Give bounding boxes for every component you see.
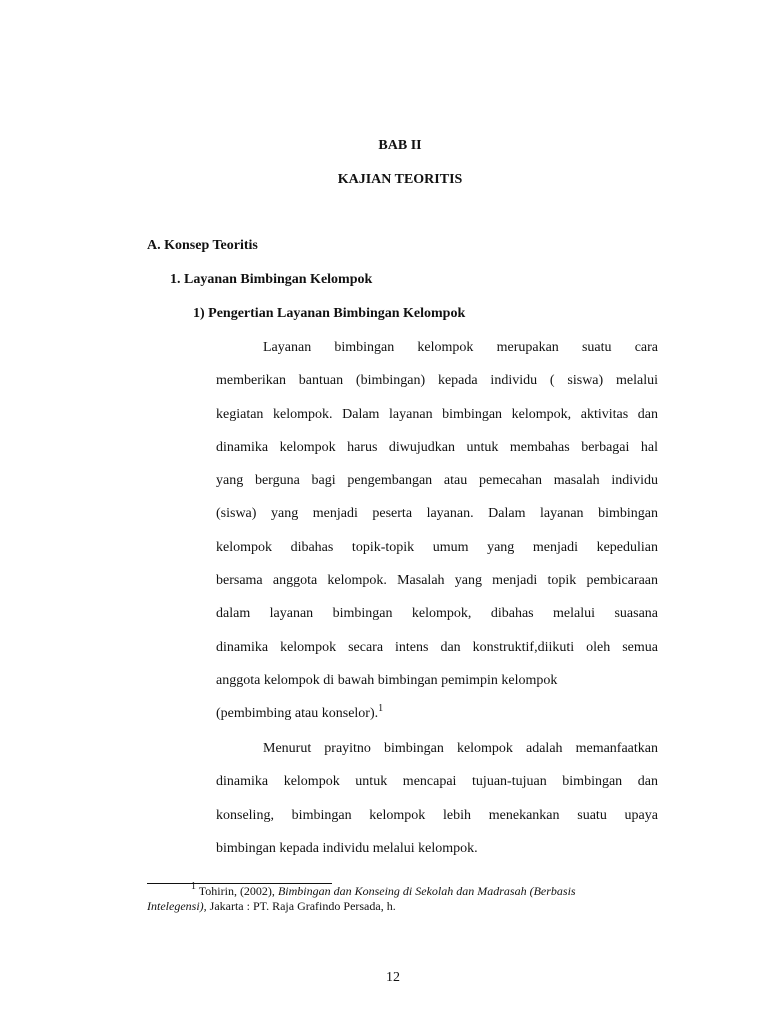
footnote-author: Tohirin, (2002), — [196, 884, 278, 898]
paragraph-line: dinamika kelompok harus diwujudkan untuk membahas berbagai hal — [216, 439, 658, 455]
page-number: 12 — [386, 970, 400, 985]
footnote-reference: 1 — [378, 703, 384, 715]
paragraph-2 — [216, 732, 658, 865]
chapter-title: KAJIAN TEORITIS — [337, 172, 463, 187]
paragraph-line: kegiatan kelompok. Dalam layanan bimbingan kelompok, aktivitas dan — [216, 406, 658, 422]
paragraph-end-text: (pembimbing atau konselor). — [216, 706, 379, 722]
paragraph-1 — [216, 331, 658, 731]
section-heading: A. Konsep Teoritis — [147, 238, 258, 253]
footnote-number: 1 — [191, 881, 196, 892]
chapter-label: BAB II — [378, 138, 422, 153]
paragraph-line: dinamika kelompok untuk mencapai tujuan-tujuan bimbingan dan — [216, 774, 658, 790]
paragraph-line-end — [216, 697, 658, 730]
paragraph-line: dalam layanan bimbingan kelompok, dibahas melalui suasana — [216, 606, 658, 622]
footnote — [147, 881, 617, 914]
paragraph-line: bersama anggota kelompok. Masalah yang menjadi topik pembicaraan — [216, 573, 658, 589]
paragraph-line: yang berguna bagi pengembangan atau pemecahan masalah individu — [216, 473, 658, 489]
subsection-heading: 1. Layanan Bimbingan Kelompok — [170, 272, 373, 287]
paragraph-line: konseling, bimbingan kelompok lebih menekankan suatu upaya — [216, 807, 658, 823]
paragraph-line: memberikan bantuan (bimbingan) kepada individu ( siswa) melalui — [216, 373, 658, 389]
footnote-publisher: Jakarta : PT. Raja Grafindo Persada, h. — [206, 899, 396, 913]
paragraph-line: dinamika kelompok secara intens dan konstruktif,diikuti oleh semua — [216, 639, 658, 655]
footnote-title: Bimbingan dan Konseing di Sekolah dan Madrasah (Berbasis Intelegensi), — [147, 884, 576, 913]
footnote-text — [147, 881, 617, 914]
paragraph-line: Menurut prayitno bimbingan kelompok adalah memanfaatkan — [263, 741, 658, 756]
paragraph-line: anggota kelompok di bawah bimbingan pemimpin kelompok — [216, 672, 558, 688]
paragraph-line: Layanan bimbingan kelompok merupakan suatu cara — [263, 340, 658, 355]
paragraph-line: (siswa) yang menjadi peserta layanan. Dalam layanan bimbingan — [216, 506, 658, 522]
subsubsection-heading: 1) Pengertian Layanan Bimbingan Kelompok — [193, 306, 466, 321]
paragraph-line: kelompok dibahas topik-topik umum yang menjadi kepedulian — [216, 539, 658, 555]
paragraph-line: bimbingan kepada individu melalui kelompok. — [216, 840, 478, 856]
